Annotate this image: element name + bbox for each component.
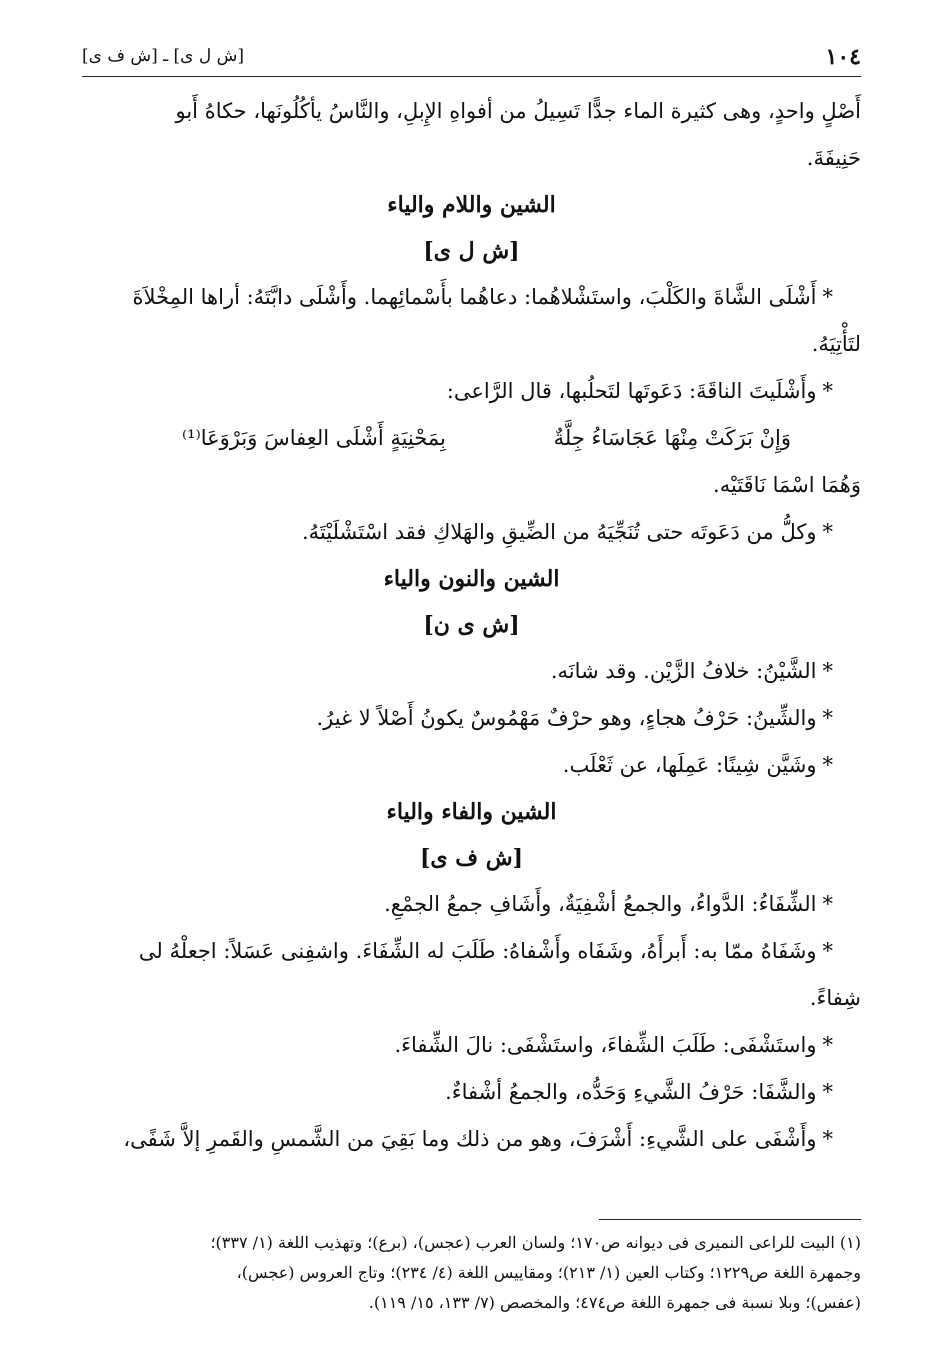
root-heading: [ش ف ى] xyxy=(419,845,524,871)
entry-text: الشِّفَاءُ: الدَّواءُ، والجمعُ أشْفِيَةٌ، وأَشَافِ جمعُ الجمْعِ. xyxy=(384,892,817,916)
star-marker: * xyxy=(822,1127,833,1151)
entry-paragraph xyxy=(82,742,861,789)
footnote-line: وجمهرة اللغة ص١٢٢٩؛ وكتاب العين (١/ ٢١٣)؛ ومقاييس اللغة (٤/ ٢٣٤)؛ وتاج العروس (عجس)، xyxy=(236,1263,861,1282)
page-body xyxy=(82,88,861,1163)
page-number: ١٠٤ xyxy=(825,44,861,70)
root-heading: [ش ى ن] xyxy=(423,612,520,638)
star-marker: * xyxy=(822,520,833,544)
body-line: حَنِيفَةَ. xyxy=(806,146,861,170)
entry-text: وشَفَاهُ ممّا به: أَبرأَهُ، وشَفَاه وأَشْفاهُ: طَلَبَ له الشِّفَاءَ. واشفِنى عَسَلاً: اجعلْهُ لى xyxy=(138,939,817,963)
entry-paragraph xyxy=(82,1069,861,1116)
section-heading: الشين والفاء والياء xyxy=(386,799,557,825)
entry-paragraph xyxy=(82,1116,861,1163)
root-heading: [ش ل ى] xyxy=(423,238,520,264)
star-marker: * xyxy=(822,892,833,916)
entry-paragraph xyxy=(82,274,861,321)
section-heading: الشين والنون والياء xyxy=(383,566,560,592)
footnote-line: (عفس)؛ وبلا نسبة فى جمهرة اللغة ص٤٧٤؛ والمخصص (٧/ ١٣٣، ١٥/ ١١٩). xyxy=(368,1293,861,1312)
star-marker: * xyxy=(822,939,833,963)
entry-text: أَشْلَى الشَّاةَ والكَلْبَ، واستَشْلاهُما: دعاهُما بأَسْمائِهما. وأَشْلَى دابَّتَهُ: أراها المِخْلاَةَ xyxy=(132,285,817,309)
star-marker: * xyxy=(822,285,833,309)
poetry-verse xyxy=(82,415,861,462)
verse-second-hemistich: بِمَحْنِيَةٍ أَشْلَى العِفاسَ وَبَرْوَعَا⁽¹⁾ xyxy=(182,426,446,450)
star-marker: * xyxy=(822,1080,833,1104)
page-header xyxy=(82,44,861,74)
running-head: [ش ل ى] ـ [ش ف ى] xyxy=(82,46,245,66)
section-heading: الشين واللام والياء xyxy=(387,192,556,218)
entry-text: وأَشْلَيتَ الناقَةَ: دَعَوتَها لتَحلُبها، قال الرَّاعى: xyxy=(446,379,817,403)
entry-paragraph xyxy=(82,1022,861,1069)
footnotes xyxy=(82,1228,861,1318)
entry-paragraph xyxy=(82,648,861,695)
entry-text: الشَّيْنُ: خلافُ الزَّيْن. وقد شانَه. xyxy=(550,659,817,683)
entry-paragraph xyxy=(82,928,861,975)
entry-text: وشَيَّن شِينًا: عَمِلَها، عن ثَعْلَب. xyxy=(562,753,817,777)
entry-paragraph xyxy=(82,368,861,415)
entry-text: وأَشْفَى على الشَّيءِ: أَشْرَفَ، وهو من ذلك وما بَقِيَ من الشَّمسِ والقَمرِ إلاَّ شَفًى، xyxy=(123,1127,817,1151)
star-marker: * xyxy=(822,659,833,683)
verse-first-hemistich: وَإِنْ بَرَكَتْ مِنْهَا عَجَاسَاءُ جِلَّةٌ xyxy=(553,426,791,450)
body-line: وَهُمَا اسْمَا نَاقَتَيْه. xyxy=(713,473,861,497)
entry-paragraph xyxy=(82,695,861,742)
star-marker: * xyxy=(822,753,833,777)
star-marker: * xyxy=(822,379,833,403)
entry-text: وكلُّ من دَعَوتَه حتى تُنَجِّيَهُ من الضِّيقِ والهَلاكِ فقد اسْتَشْلَيْتَهُ. xyxy=(301,520,817,544)
header-rule xyxy=(82,76,861,77)
entry-text: والشِّينُ: حَرْفُ هجاءٍ، وهو حرْفٌ مَهْمُوسٌ يكونُ أَصْلاً لا غيرُ. xyxy=(316,706,817,730)
footnote-rule xyxy=(599,1219,861,1220)
star-marker: * xyxy=(822,1033,833,1057)
body-line: لتَأْتِيَهُ. xyxy=(811,332,861,356)
body-line: أَصْلٍ واحدٍ، وهى كثيرة الماء جدًّا تَسِيلُ من أفواهِ الإِبلِ، والنَّاسُ يأكُلُونَها، حكاهُ أَبو xyxy=(175,99,861,123)
footnote-line: (١) البيت للراعى النميرى فى ديوانه ص١٧٠؛ ولسان العرب (عجس)، (برع)؛ وتهذيب اللغة (١/ ٣٣٧)؛ xyxy=(210,1233,861,1252)
star-marker: * xyxy=(822,706,833,730)
entry-paragraph xyxy=(82,509,861,556)
entry-text: والشَّفَا: حَرْفُ الشَّيءِ وَحَدُّه، والجمعُ أشْفاءٌ. xyxy=(445,1080,817,1104)
body-line: شِفاءً. xyxy=(809,986,861,1010)
entry-text: واستَشْفَى: طَلَبَ الشِّفاءَ، واستَشْفَى: نالَ الشِّفاءَ. xyxy=(394,1033,817,1057)
entry-paragraph xyxy=(82,881,861,928)
